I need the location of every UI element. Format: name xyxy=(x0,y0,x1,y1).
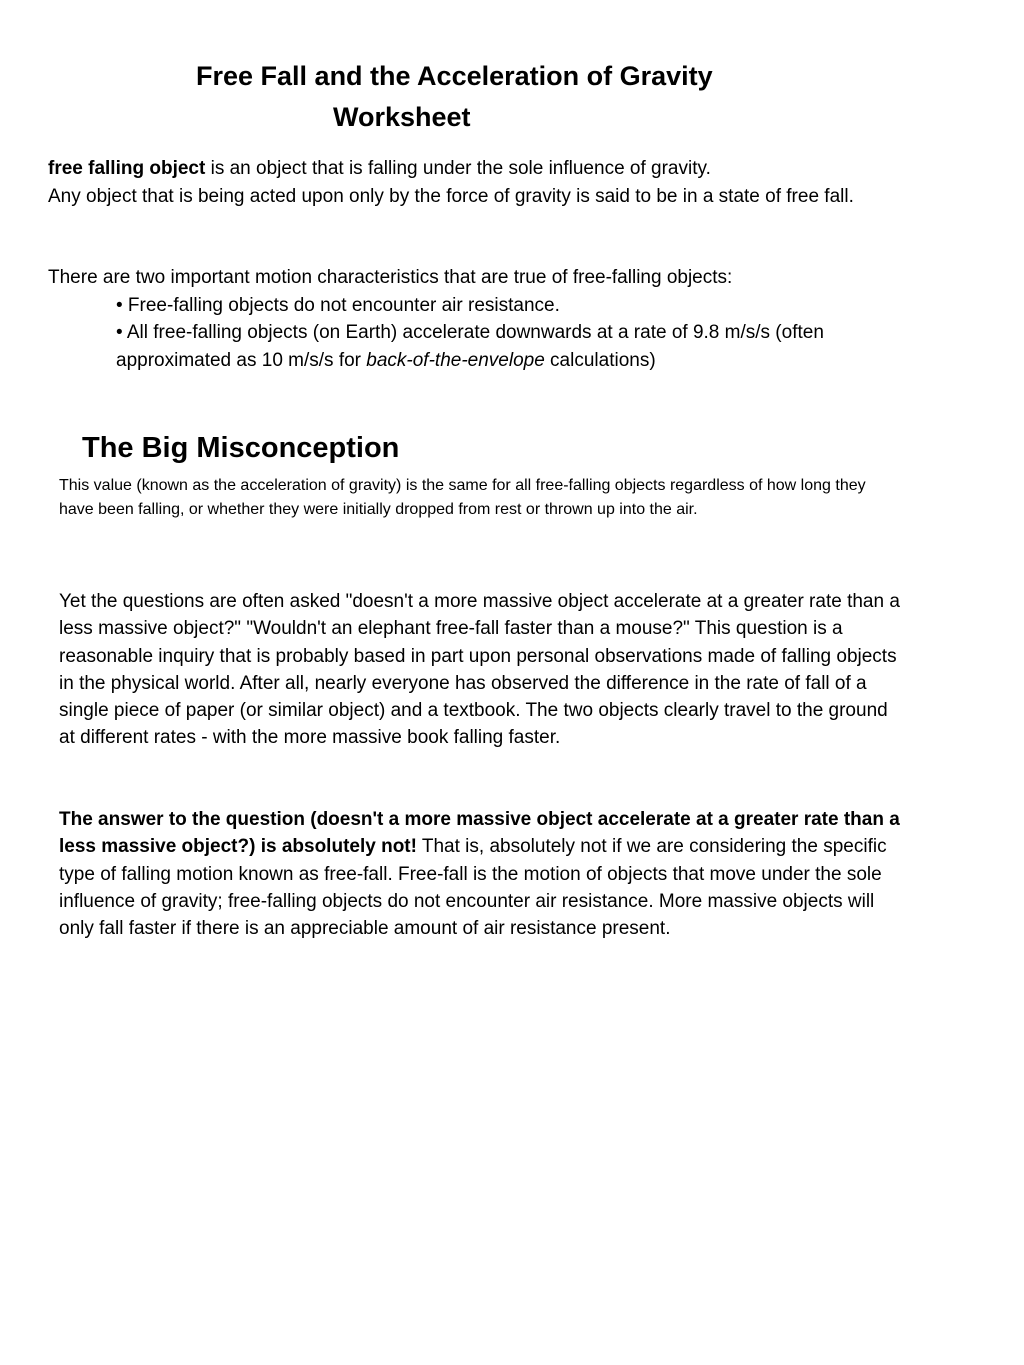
acceleration-text-suffix: calculations) xyxy=(544,349,656,371)
free-fall-sentence: Any object that is being acted upon only by the force of gravity is said to be in a state of free fall. xyxy=(48,185,854,207)
characteristic-acceleration xyxy=(116,319,908,374)
title-line-1: Free Fall and the Acceleration of Gravity xyxy=(196,61,713,91)
section-heading-misconception: The Big Misconception xyxy=(82,432,400,464)
answer-bold-text: The answer to the question (doesn't a more massive object accelerate at a greater rate than a less massive object?) is absolutely not! xyxy=(59,809,900,858)
gravity-value-paragraph: This value (known as the acceleration of gravity) is the same for all free-falling objects regardless of how long they have been falling, or whether they were initially dropped from rest or thrown up into the air. xyxy=(59,477,866,518)
answer-paragraph xyxy=(59,806,904,942)
intro-definition xyxy=(48,155,908,210)
acceleration-text-emphasis: back-of-the-envelope xyxy=(366,349,545,371)
motion-characteristics xyxy=(48,264,908,374)
answer-explanation: That is, absolutely not if we are considering the specific type of falling motion known as free-fall. Free-fall is the motion of objects that move under the sole influence of gravity; free-falling objects do not encounter air resistance. More massive objects will only fall faster if there is an appreciable amount of air resistance present. xyxy=(59,836,887,940)
defined-term: free falling object xyxy=(48,158,206,179)
definition-text: is an object that is falling under the sole influence of gravity. xyxy=(205,158,711,179)
characteristics-list xyxy=(48,292,908,375)
characteristic-air-resistance: • Free-falling objects do not encounter air resistance. xyxy=(116,294,560,316)
acceleration-text-prefix: • All free-falling objects (on Earth) accelerate downwards at a rate of 9.8 m/s/s (often approximated as 10 m/s/s for xyxy=(116,322,824,371)
misconception-paragraph: Yet the questions are often asked "doesn't a more massive object accelerate at a greater rate than a less massive object?" "Wouldn't an elephant free-fall faster than a mouse?" This question is a reasonable inquiry that is probably based in part upon personal observations made of falling objects in the physical world. After all, nearly everyone has observed the difference in the rate of fall of a single piece of paper (or similar object) and a textbook. The two objects clearly travel to the ground at different rates - with the more massive book falling faster. xyxy=(59,591,900,749)
title-line-2: Worksheet xyxy=(333,102,471,132)
definition-paragraph xyxy=(48,155,908,183)
characteristics-lead: There are two important motion characteristics that are true of free-falling objects: xyxy=(48,267,733,288)
page-title xyxy=(196,56,796,138)
